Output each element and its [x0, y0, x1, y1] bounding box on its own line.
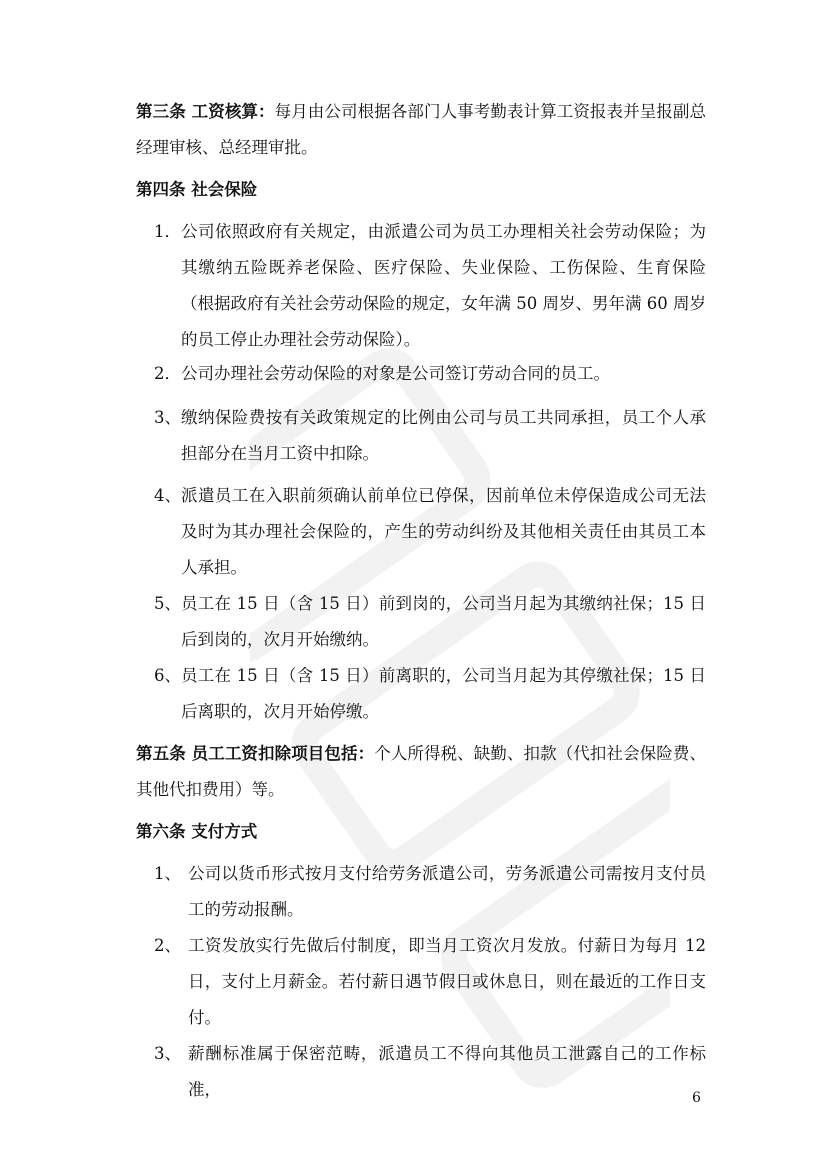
item-text: 工资发放实行先做后付制度，即当月工资次月发放。付薪日为每月 12 日，支付上月薪金。若付薪日遇节假日或休息日，则在最近的工作日支付。	[188, 936, 706, 1027]
article-6-heading	[136, 814, 706, 850]
item-text: 公司办理社会劳动保险的对象是公司签订劳动合同的员工。	[181, 364, 610, 383]
article-4-item-4	[154, 478, 706, 586]
item-text: 薪酬标准属于保密范畴，派遣员工不得向其他员工泄露自己的工作标准，	[188, 1044, 706, 1099]
article-3	[136, 94, 706, 166]
item-text: 缴纳保险费按有关政策规定的比例由公司与员工共同承担，员工个人承担部分在当月工资中扣除。	[181, 408, 706, 463]
item-text: 公司依照政府有关规定，由派遣公司为员工办理相关社会劳动保险；为其缴纳五险既养老保险、医疗保险、失业保险、工伤保险、生育保险（根据政府有关社会劳动保险的规定，女年满 50 周岁、男年满 60 周岁的员工停止办理社会劳动保险）。	[181, 222, 706, 349]
item-text: 员工在 15 日（含 15 日）前离职的，公司当月起为其停缴社保；15 日后离职的，次月开始停缴。	[181, 666, 706, 721]
article-4-item-2	[154, 356, 706, 392]
article-4-heading	[136, 172, 706, 208]
article-6-item-1	[154, 856, 706, 928]
item-number: 1、	[154, 864, 181, 883]
article-6-heading-text: 第六条 支付方式	[136, 822, 258, 841]
item-number: 2．	[154, 364, 181, 383]
article-6-item-2	[154, 928, 706, 1036]
item-text: 员工在 15 日（含 15 日）前到岗的，公司当月起为其缴纳社保；15 日后到岗的，次月开始缴纳。	[181, 594, 706, 649]
item-number: 6、	[154, 666, 181, 685]
article-5-text: 个人所得税、缺勤、扣款（代扣社会保险费、其他代扣费用）等。	[136, 744, 707, 799]
article-3-text: 每月由公司根据各部门人事考勤表计算工资报表并呈报副总经理审核、总经理审批。	[136, 102, 706, 157]
article-4-heading-text: 第四条 社会保险	[136, 180, 258, 199]
item-number: 2、	[154, 936, 181, 955]
item-number: 3、	[154, 408, 181, 427]
article-4-item-6	[154, 658, 706, 730]
article-4-item-5	[154, 586, 706, 658]
item-text: 派遣员工在入职前须确认前单位已停保，因前单位未停保造成公司无法及时为其办理社会保险的，产生的劳动纠纷及其他相关责任由其员工本人承担。	[181, 486, 706, 577]
article-4-item-3	[154, 400, 706, 472]
article-6-item-3	[154, 1036, 706, 1108]
item-number: 4、	[154, 486, 181, 505]
item-number: 5、	[154, 594, 181, 613]
article-5	[136, 736, 706, 808]
item-number: 3、	[154, 1044, 181, 1063]
article-4-item-1	[154, 214, 706, 358]
item-text: 公司以货币形式按月支付给劳务派遣公司，劳务派遣公司需按月支付员工的劳动报酬。	[188, 864, 706, 919]
page-number: 6	[692, 1090, 701, 1106]
article-3-heading: 第三条 工资核算：	[136, 102, 275, 121]
article-5-heading: 第五条 员工工资扣除项目包括：	[136, 744, 375, 763]
item-number: 1．	[154, 222, 181, 241]
